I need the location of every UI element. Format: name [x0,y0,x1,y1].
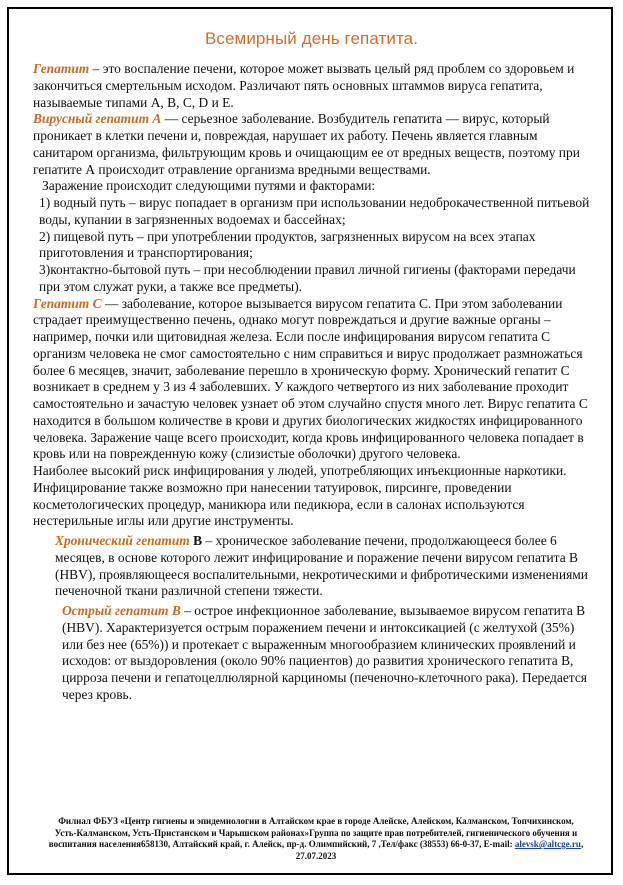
hepatitis-c-paragraph [33,296,593,464]
infection-way-water: 1) водный путь – вирус попадает в организм при использовании недоброкачественной питьевой воды, купании в загрязненных водоемах и бассейнах; [39,195,590,227]
acute-b-text: – острое инфекционное заболевание, вызываемое вирусом гепатита В (HBV). Характеризуется острым поражением печени и интоксикацией (с желтухой (35%) или без нее (65%)) и протекает с выраженным многообразием клинических проявлений и исходов: от выздоровления (около 90% пациентов) до развития хронического гепатита В, цирроза печени и гепатоцеллюлярной карциномы (печеночно-клеточного рака). Передается через кровь. [62,603,587,702]
footer-contacts [48,816,584,862]
intro-text: – это воспаление печени, которое может вызвать целый ряд проблем со здоровьем и закончиться смертельным исходом. Различают пять основных штаммов вируса гепатита, называемые типами А, В, С, D и Е. [33,61,575,110]
term-chronic-hepatitis: Хронический гепатит [55,533,190,548]
term-acute-hepatitis-b: Острый гепатит В [62,603,181,618]
term-hepatitis-a: Вирусный гепатит А [33,111,162,127]
footer-email-link[interactable]: alevsk@altcge.ru [514,839,581,850]
infection-way-food: 2) пищевой путь – при употреблении продуктов, загрязненных вирусом на всех этапах приготовления и транспортирования; [39,228,536,261]
infection-way-contact: 3)контактно-бытовой путь – при несоблюдении правил личной гигиены (факторами передачи при этом служат руки, а также все предметы). [39,262,576,294]
term-chronic-hepatitis-letter: В [193,533,203,548]
article-body [33,61,593,704]
hepatitis-c-text: — заболевание, которое вызывается вирусом гепатита С. При этом заболевании страдает преимущественно печень, однако могут повреждаться и другие важные органы – например, почки или щитовидная железа. Если после инфицирования вирусом гепатита С организм человека не смог самостоятельно с ним справиться и вирус продолжает размножаться более 6 месяцев, значит, заболевание перешло в хроническую форму. Хронический гепатит С возникает в среднем у 3 из 4 заболевших. У каждого четвертого из них заболевание проходит самостоятельно и зачастую человек узнает об этом случайно спустя много лет. Вирус гепатита С находится в большом количестве в крови и других биологических жидкостях инфицированного человека. Заражение чаще всего происходит, когда кровь инфицированного человека попадает в кровь или на поврежденную кожу (слизистые оболочки) другого человека. [33,295,588,462]
hepatitis-a-paragraph [33,111,593,178]
chronic-b-text: – хроническое заболевание печени, продолжающееся более 6 месяцев, в основе которого лежит инфицирование и поражение печени вирусом гепатита В (HBV), проявляющееся воспалительными, некротическими и фибротическими изменениями печеночной ткани различной степени тяжести. [55,533,588,599]
chronic-b-paragraph [33,533,593,600]
term-hepatitis-c: Гепатит С [33,295,102,311]
intro-paragraph [33,61,593,111]
term-hepatitis: Гепатит [33,61,90,76]
hepatitis-a-text: — серьезное заболевание. Возбудитель гепатита — вирус, который проникает в клетки печени и, повреждая, нарушает их работу. Печень является главным санитаром организма, фильтрующим кровь и очищающим ее от вредных веществ, поэтому при гепатите А происходит отравление организма вредными веществами. [33,111,580,177]
infection-ways-intro: Заражение происходит следующими путями и факторами: [42,178,376,194]
footer-org-text: Филиал ФБУЗ «Центр гигиены и эпидемиологии в Алтайском крае в городе Алейске, Алейском, Калманском, Топчихинском, Усть-Калманском, Усть-Пристанском и Чарышском районах»Группа по защите прав потребителей, гигиенического обучения и воспитания населения658130, Алтайский край, г. Алейск, пр-д. Олимпийский, 7 ,Тел/факс (38553) 66-0-37, E-mail: [48,816,578,850]
page-title: Всемирный день гепатита. [204,29,419,48]
footer-date: , 27.07.2023 [295,839,584,861]
acute-b-paragraph [33,603,593,704]
hepatitis-c-risk-paragraph: Наиболее высокий риск инфицирования у людей, употребляющих инъекционные наркотики. Инфицирование также возможно при нанесении татуировок, пирсинге, проведении косметологических процедур, маникюра или педикюра, если в салонах используются нестерильные иглы или другие инструменты. [33,463,567,529]
